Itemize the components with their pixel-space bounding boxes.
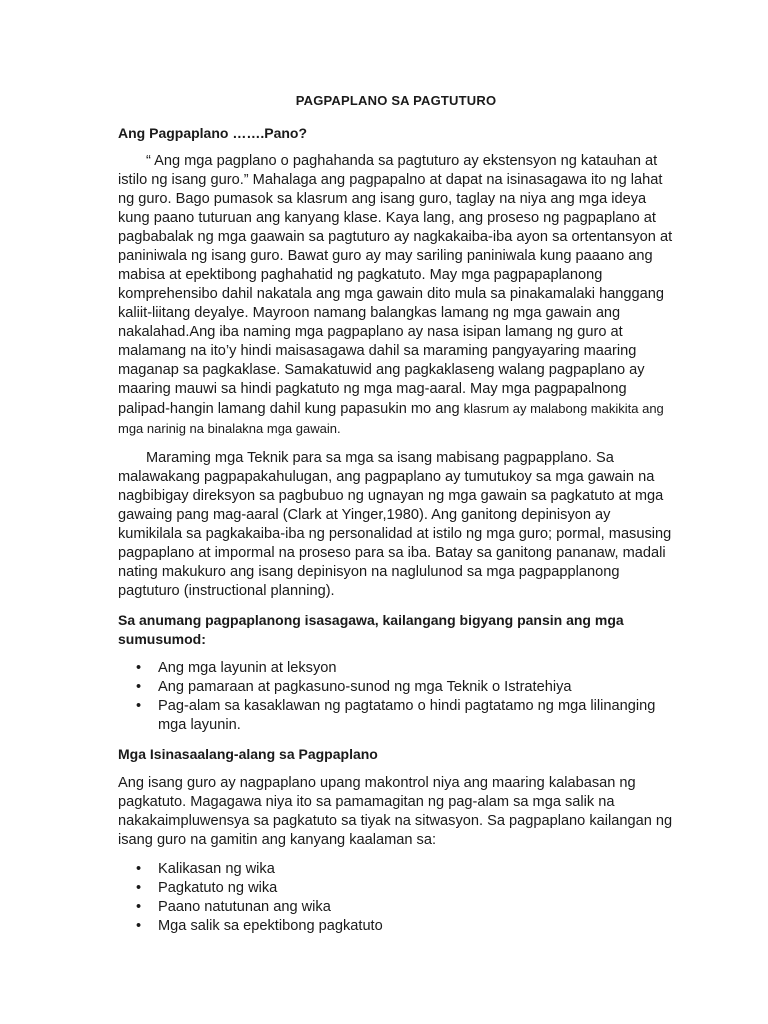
- section-heading-pagpaplano: Ang Pagpaplano …….Pano?: [118, 125, 308, 141]
- list-item: [136, 898, 674, 917]
- paragraph-teknik: Maraming mga Teknik para sa mga sa isang mabisang pagpapplano. Sa malawakang pagpapakahulugan, ang pagpaplano ay tumutukoy sa mga gawain na nagbibigay direksyon sa pagbubuo ng ugnayan ng mga gawain sa pagkatuto at mga gawaing pang mag-aaral (Clark at Yinger,1980). Ang ganitong depinisyon ay kumikilala sa pagkakaiba-iba ng personalidad at istilo ng mga guro; pormal, masusing pagpaplano at impormal na proseso para sa iba. Batay sa ganitong pananaw, madali nating makukuro ang isang depinisyon na naglulunod sa mga pagpapplanong pagtuturo (instructional planning).: [118, 450, 672, 599]
- list-item: [136, 659, 674, 678]
- list-item-text: Pagkatuto ng wika: [158, 880, 278, 896]
- document-title: PAGPAPLANO SA PAGTUTURO: [295, 93, 497, 108]
- paragraph-intro-small-text: klasrum ay malabong makikita ang mga narinig na binalakna mga gawain.: [118, 401, 664, 436]
- bullet-icon: •: [136, 918, 142, 934]
- list-item-text: Ang mga layunin at leksyon: [158, 660, 337, 676]
- bullet-icon: •: [136, 880, 142, 896]
- bullet-icon: •: [136, 660, 142, 676]
- list-item: [136, 860, 674, 879]
- list-item: [136, 917, 674, 936]
- section-heading-sumusumod: Sa anumang pagpaplanong isasagawa, kailangang bigyang pansin ang mga sumusumod:: [118, 612, 624, 647]
- list-item: [136, 678, 674, 697]
- section-heading-isinasaalang-alang: Mga Isinasaalang-alang sa Pagpaplano: [118, 746, 378, 762]
- bullet-icon: •: [136, 698, 142, 714]
- paragraph-intro: [118, 152, 674, 439]
- list-item-text: Mga salik sa epektibong pagkatuto: [158, 918, 383, 934]
- paragraph-intro-text: “ Ang mga pagplano o paghahanda sa pagtuturo ay ekstensyon ng katauhan at istilo ng isang guro.” Mahalaga ang pagpapalno at dapat na isinasagawa ito ng lahat ng guro. Bago pumasok sa klasrum ang isang guro, taglay na niya ang mga ideya kung paano tuturuan ang kanyang klase. Kaya lang, ang proseso ng pagpaplano at pagbabalak ng mga gaawain sa pagtuturo ay nagkakaiba-iba ayon sa ortentansyon at paniniwala ng isang guro. Bawat guro ay may sariling paniniwala kung paaano ang mabisa at epektibong paghahatid ng pagkatuto. May mga pagpapaplanong komprehensibo dahil nakatala ang mga gawain dito mula sa pinakamalaki hanggang kaliit-liitang deyalye. Mayroon namang balangkas lamang ng mga gawain ang nakalahad.Ang iba naming mga pagpaplano ay nasa isipan lamang ng guro at malamang na ito’y hindi maisasagawa dahil sa maraming pangyayaring maaring maganap sa pagkaklase. Samakatuwid ang pagkaklaseng walang pagpaplano ay maaring mauwi sa hindi pagkatuto ng mga mag-aaral. May mga pagpapalnong palipad-hangin lamang dahil kung papasukin mo ang: [118, 153, 673, 417]
- list-item: [136, 697, 674, 735]
- bullet-icon: •: [136, 861, 142, 877]
- bullet-list-considerations: [118, 659, 674, 735]
- list-item-text: Ang pamaraan at pagkasuno-sunod ng mga Teknik o Istratehiya: [158, 679, 572, 695]
- list-item: [136, 879, 674, 898]
- list-item-text: Kalikasan ng wika: [158, 861, 275, 877]
- list-item-text: Paano natutunan ang wika: [158, 899, 331, 915]
- bullet-icon: •: [136, 899, 142, 915]
- bullet-icon: •: [136, 679, 142, 695]
- paragraph-guro: Ang isang guro ay nagpaplano upang makontrol niya ang maaring kalabasan ng pagkatuto. Magagawa niya ito sa pamamagitan ng pag-alam sa mga salik na nakakaimpluwensya sa pagkatuto sa tiyak na sitwasyon. Sa pagpaplano kailangan ng isang guro na gamitin ang kanyang kaalaman sa:: [118, 775, 673, 848]
- bullet-list-kaalaman: [118, 860, 674, 936]
- list-item-text: Pag-alam sa kasaklawan ng pagtatamo o hindi pagtatamo ng mga lilinanging mga layunin.: [158, 698, 656, 733]
